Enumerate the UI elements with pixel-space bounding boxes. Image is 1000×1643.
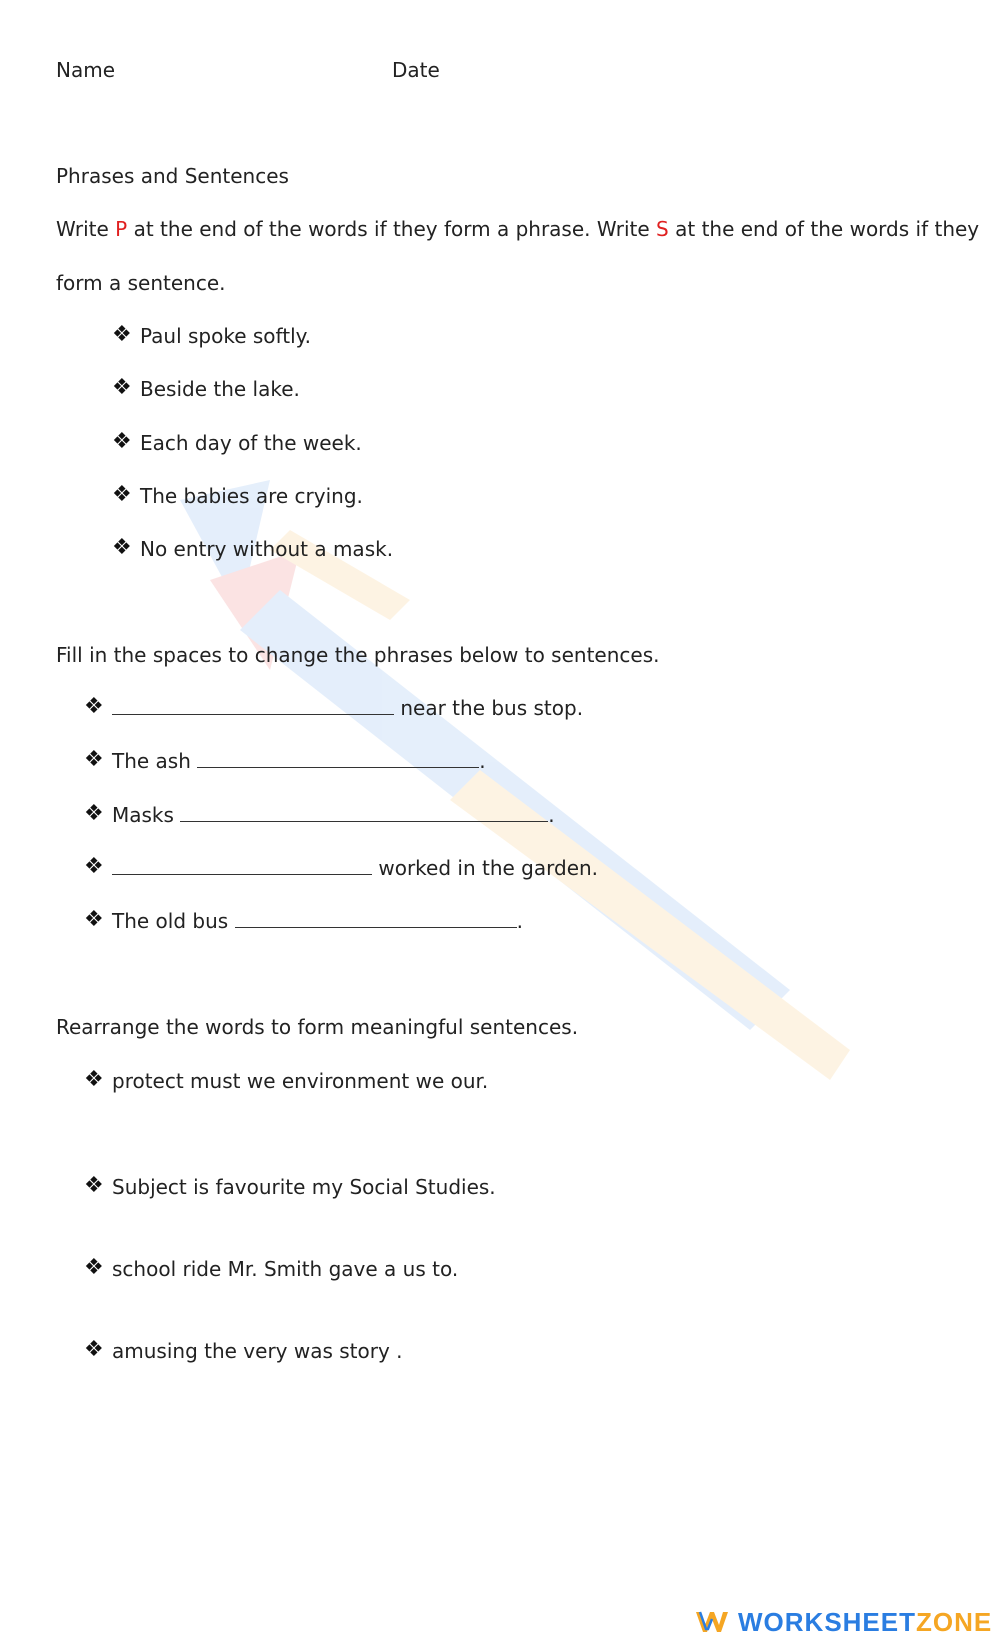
bullet-icon: ❖ (84, 1067, 104, 1092)
name-label: Name (56, 58, 116, 82)
bullet-icon: ❖ (84, 747, 104, 772)
fill-item-prefix: The ash (112, 749, 198, 773)
section2-instruction: Fill in the spaces to change the phrases below to sentences. (56, 643, 660, 667)
section3-instruction: Rearrange the words to form meaningful sentences. (56, 1015, 579, 1039)
fill-item-suffix: near the bus stop. (394, 696, 584, 720)
fill-item (112, 749, 486, 773)
date-label: Date (392, 58, 440, 82)
fill-item (112, 909, 523, 933)
bullet-icon: ❖ (84, 854, 104, 879)
list-item: amusing the very was story . (112, 1339, 403, 1363)
list-item: school ride Mr. Smith gave a us to. (112, 1257, 459, 1281)
instruction-text-2: at the end of the words if they form a phrase. Write (127, 217, 657, 241)
section1-instruction (56, 217, 979, 241)
answer-blank[interactable] (197, 749, 479, 768)
instruction-text-1: Write (56, 217, 116, 241)
list-item: No entry without a mask. (140, 537, 394, 561)
fill-item-prefix: The old bus (112, 909, 235, 933)
bullet-icon: ❖ (112, 482, 132, 507)
instruction-text-3: at the end of the words if they (668, 217, 980, 241)
bullet-icon: ❖ (112, 375, 132, 400)
bullet-icon: ❖ (112, 322, 132, 347)
bullet-icon: ❖ (112, 535, 132, 560)
fill-item-suffix: . (479, 749, 486, 773)
section1-title: Phrases and Sentences (56, 164, 289, 188)
answer-blank[interactable] (235, 909, 517, 928)
logo-text-part1: WORKSHEET (738, 1606, 916, 1637)
bullet-icon: ❖ (84, 1255, 104, 1280)
fill-item-prefix: Masks (112, 803, 181, 827)
answer-blank[interactable] (180, 803, 548, 822)
watermark-graphic (150, 470, 910, 1090)
fill-item (112, 803, 555, 827)
list-item: Subject is favourite my Social Studies. (112, 1175, 496, 1199)
phrase-marker-p: P (115, 217, 128, 241)
worksheetzone-logo (694, 1602, 992, 1642)
section1-instruction-line2: form a sentence. (56, 271, 226, 295)
bullet-icon: ❖ (84, 1173, 104, 1198)
bullet-icon: ❖ (84, 801, 104, 826)
list-item: Paul spoke softly. (140, 324, 311, 348)
fill-item (112, 696, 583, 720)
w-logo-icon (694, 1609, 730, 1635)
logo-text (738, 1607, 992, 1638)
list-item: Beside the lake. (140, 377, 300, 401)
logo-text-part2: ZONE (916, 1606, 993, 1637)
answer-blank[interactable] (112, 696, 394, 715)
list-item: Each day of the week. (140, 431, 362, 455)
fill-item-suffix: . (548, 803, 555, 827)
bullet-icon: ❖ (112, 429, 132, 454)
answer-blank[interactable] (112, 856, 372, 875)
bullet-icon: ❖ (84, 907, 104, 932)
fill-item (112, 856, 598, 880)
list-item: The babies are crying. (140, 484, 363, 508)
bullet-icon: ❖ (84, 1337, 104, 1362)
sentence-marker-s: S (656, 217, 669, 241)
fill-item-suffix: worked in the garden. (372, 856, 599, 880)
bullet-icon: ❖ (84, 694, 104, 719)
fill-item-suffix: . (516, 909, 523, 933)
list-item: protect must we environment we our. (112, 1069, 489, 1093)
